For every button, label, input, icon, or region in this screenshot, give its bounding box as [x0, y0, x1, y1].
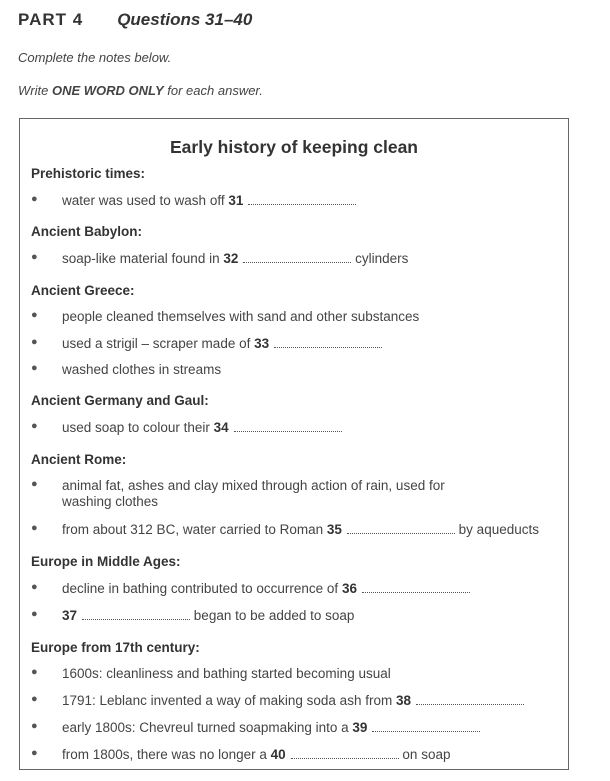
- section-heading-17th-century: Europe from 17th century:: [31, 640, 200, 655]
- bullet-icon: ●: [31, 666, 38, 678]
- question-number-38: 38: [395, 693, 411, 708]
- question-number-37: 37: [62, 608, 78, 623]
- notes-title: Early history of keeping clean: [170, 137, 418, 157]
- bullet-icon: ●: [31, 309, 38, 321]
- answer-blank-34[interactable]: [234, 430, 342, 432]
- answer-blank-38[interactable]: [416, 703, 524, 705]
- instruction-pre: Write: [18, 83, 52, 98]
- answer-blank-40[interactable]: [291, 757, 399, 759]
- bullet-icon: ●: [31, 608, 38, 620]
- item-text: 1791: Leblanc invented a way of making soda ash from: [62, 693, 396, 708]
- question-number-33: 33: [254, 336, 270, 351]
- question-number-31: 31: [228, 193, 244, 208]
- bullet-icon: ●: [31, 336, 38, 348]
- bullet-icon: ●: [31, 693, 38, 705]
- instruction-bold: ONE WORD ONLY: [51, 83, 164, 98]
- question-number-39: 39: [352, 720, 368, 735]
- question-number-35: 35: [326, 522, 342, 537]
- bullet-icon: ●: [31, 747, 38, 759]
- item-text: early 1800s: Chevreul turned soapmaking into a: [62, 720, 353, 735]
- answer-blank-31[interactable]: [248, 203, 356, 205]
- item-text: decline in bathing contributed to occurrence of: [62, 581, 342, 596]
- item-text: used soap to colour their: [62, 420, 214, 435]
- item-text: water was used to wash off: [62, 193, 229, 208]
- item-text-after: cylinders: [355, 251, 409, 266]
- bullet-icon: ●: [31, 193, 38, 205]
- item-text-after: on soap: [402, 747, 451, 762]
- questions-range: Questions 31–40: [117, 10, 253, 29]
- answer-blank-39[interactable]: [372, 730, 480, 732]
- item-text-after: began to be added to soap: [193, 608, 355, 623]
- item-text: animal fat, ashes and clay mixed through action of rain, used for: [62, 478, 445, 493]
- question-number-40: 40: [270, 747, 286, 762]
- item-text: from 1800s, there was no longer a: [62, 747, 271, 762]
- question-number-36: 36: [341, 581, 357, 596]
- section-heading-prehistoric: Prehistoric times:: [31, 166, 146, 181]
- question-number-32: 32: [223, 251, 239, 266]
- bullet-icon: ●: [31, 362, 38, 374]
- bullet-icon: ●: [31, 522, 38, 534]
- answer-blank-37[interactable]: [82, 618, 190, 620]
- bullet-icon: ●: [31, 581, 38, 593]
- item-text: 1600s: cleanliness and bathing started becoming usual: [62, 666, 391, 681]
- item-text: soap-like material found in: [62, 251, 224, 266]
- notes-box: [19, 118, 569, 770]
- section-heading-babylon: Ancient Babylon:: [31, 224, 143, 239]
- instruction-post: for each answer.: [163, 83, 263, 98]
- item-text: washed clothes in streams: [62, 362, 222, 377]
- bullet-icon: ●: [31, 478, 38, 490]
- bullet-icon: ●: [31, 251, 38, 263]
- instruction-complete: Complete the notes below.: [18, 50, 172, 65]
- section-heading-rome: Ancient Rome:: [31, 452, 127, 467]
- item-text-after: by aqueducts: [458, 522, 539, 537]
- answer-blank-35[interactable]: [347, 532, 455, 534]
- bullet-icon: ●: [31, 720, 38, 732]
- part-header: [18, 10, 252, 30]
- section-heading-germany-gaul: Ancient Germany and Gaul:: [31, 393, 209, 408]
- answer-blank-32[interactable]: [243, 261, 351, 263]
- item-text: people cleaned themselves with sand and other substances: [62, 309, 420, 324]
- instruction-word-limit: [18, 83, 263, 98]
- answer-blank-33[interactable]: [274, 346, 382, 348]
- section-heading-greece: Ancient Greece:: [31, 283, 135, 298]
- section-heading-middle-ages: Europe in Middle Ages:: [31, 554, 181, 569]
- item-text: from about 312 BC, water carried to Roman: [62, 522, 327, 537]
- bullet-icon: ●: [31, 420, 38, 432]
- answer-blank-36[interactable]: [362, 591, 470, 593]
- question-number-34: 34: [213, 420, 229, 435]
- part-label: PART 4: [18, 10, 84, 29]
- item-text: used a strigil – scraper made of: [62, 336, 255, 351]
- item-text-continued: washing clothes: [62, 494, 159, 509]
